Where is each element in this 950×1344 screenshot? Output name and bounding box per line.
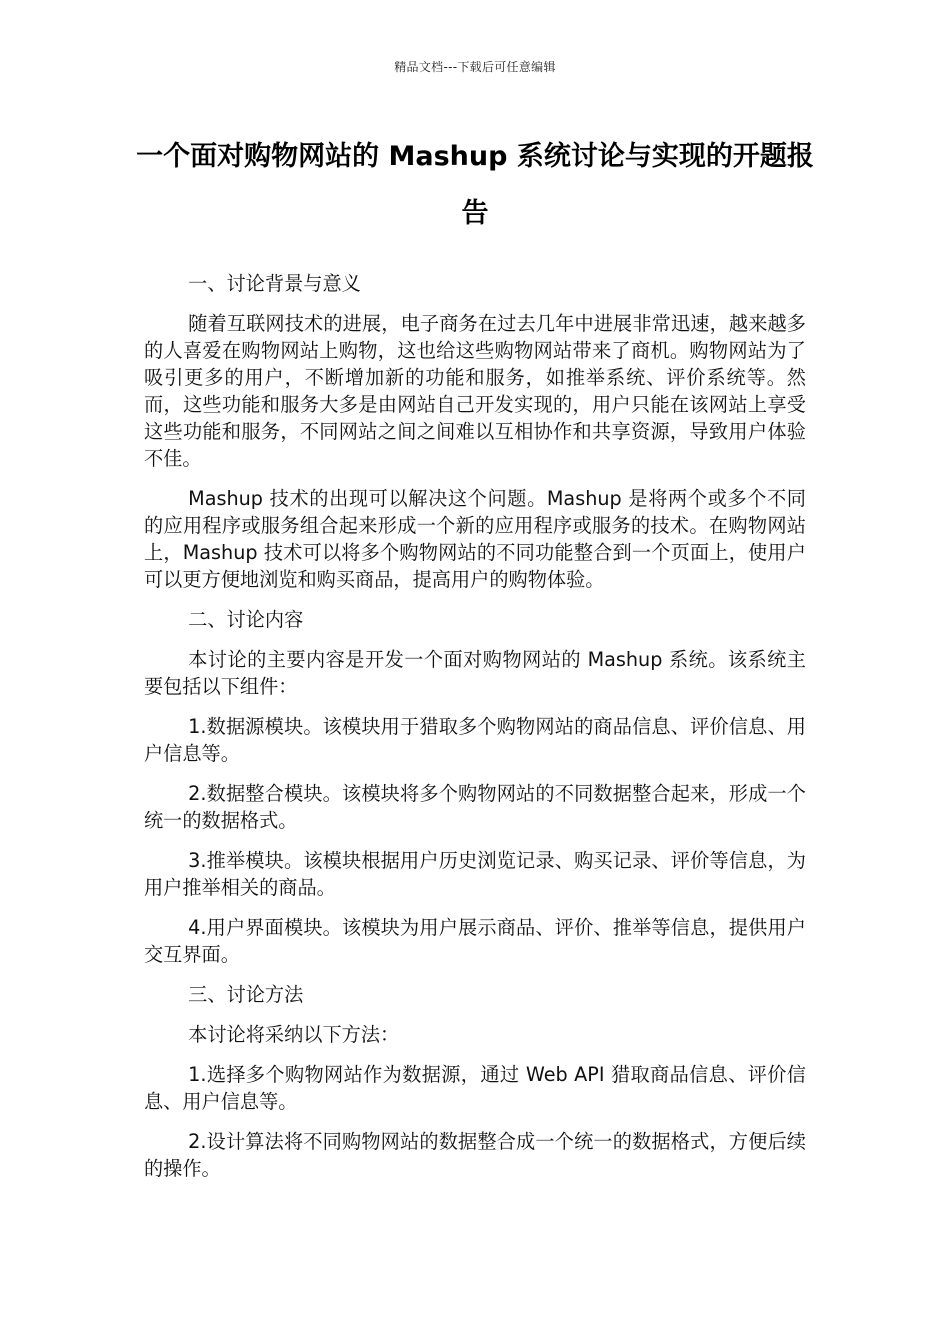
list-item: 1.数据源模块。该模块用于猎取多个购物网站的商品信息、评价信息、用户信息等。 <box>144 715 806 765</box>
paragraph: 随着互联网技术的进展，电子商务在过去几年中进展非常迅速，越来越多的人喜爱在购物网站上购物，这也给这些购物网站带来了商机。购物网站为了吸引更多的用户，不断增加新的功能和服务，如推举系统、评价系统等。然而，这些功能和服务大多是由网站自己开发实现的，用户只能在该网站上享受这些功能和服务，不同网站之间之间难以互相协作和共享资源，导致用户体验不佳。 <box>144 312 806 470</box>
section-heading-method: 三、讨论方法 <box>188 983 304 1006</box>
page-header: 精品文档---下载后可任意编辑 <box>394 60 556 74</box>
list-item: 2.设计算法将不同购物网站的数据整合成一个统一的数据格式，方便后续的操作。 <box>144 1130 806 1180</box>
list-item: 4.用户界面模块。该模块为用户展示商品、评价、推举等信息，提供用户交互界面。 <box>144 916 806 966</box>
document-title: 一个面对购物网站的 Mashup 系统讨论与实现的开题报告 <box>136 141 814 229</box>
list-item: 2.数据整合模块。该模块将多个购物网站的不同数据整合起来，形成一个统一的数据格式。 <box>144 782 806 832</box>
section-heading-content: 二、讨论内容 <box>188 608 304 631</box>
list-item: 3.推举模块。该模块根据用户历史浏览记录、购买记录、评价等信息，为用户推举相关的商品。 <box>144 849 806 899</box>
section-heading-background: 一、讨论背景与意义 <box>188 272 361 295</box>
paragraph: 本讨论将采纳以下方法： <box>188 1023 400 1046</box>
paragraph: 本讨论的主要内容是开发一个面对购物网站的 Mashup 系统。该系统主要包括以下组件： <box>144 648 806 698</box>
paragraph: Mashup 技术的出现可以解决这个问题。Mashup 是将两个或多个不同的应用程序或服务组合起来形成一个新的应用程序或服务的技术。在购物网站上，Mashup 技术可以将多个购物网站的不同功能整合到一个页面上，使用户可以更方便地浏览和购买商品，提高用户的购物体验。 <box>144 487 806 591</box>
list-item: 1.选择多个购物网站作为数据源，通过 Web API 猎取商品信息、评价信息、用户信息等。 <box>144 1063 806 1113</box>
document-body <box>144 270 806 1195</box>
